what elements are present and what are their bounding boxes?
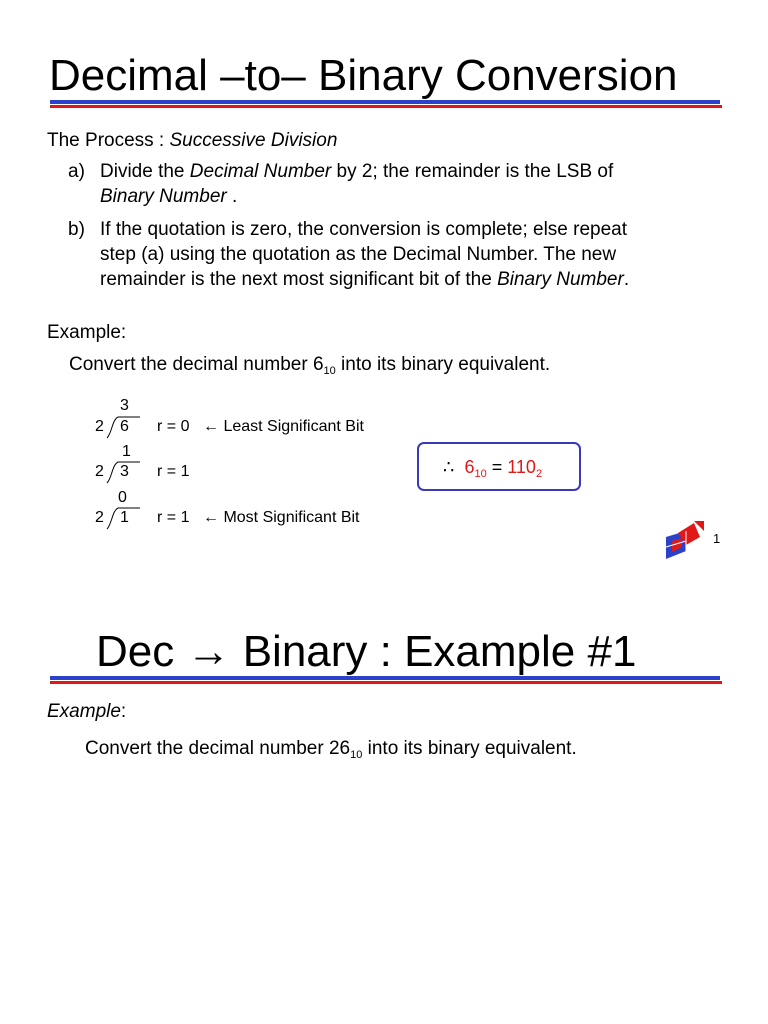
remainder-2: r = 1 <box>157 463 190 480</box>
step-b-line1: If the quotation is zero, the conversion is complete; else repeat <box>100 219 628 240</box>
divisor-2: 2 <box>95 463 104 480</box>
answer-text <box>443 455 542 480</box>
step-b-line2: step (a) using the quotation as the Decimal Number. The new <box>100 244 617 265</box>
process-label: The Process : <box>47 130 170 151</box>
step-b-end: . <box>623 269 630 290</box>
slide2-example-post: into its binary equivalent. <box>362 738 577 759</box>
dividend-1: 6 <box>120 418 129 435</box>
dividend-3: 1 <box>120 509 129 526</box>
lsb-note: ← Least Significant Bit <box>203 418 364 435</box>
example-subscript: 10 <box>323 365 336 377</box>
answer-decimal: 6 <box>464 457 475 477</box>
title-rule-red <box>50 105 722 108</box>
slide2-example-label <box>47 699 126 724</box>
slide2-example-colon: : <box>120 701 127 722</box>
step-b-line3 <box>100 267 629 292</box>
slide1-title: Decimal –to– Binary Conversion <box>49 51 678 100</box>
answer-binary: 110 <box>507 457 536 477</box>
answer-equals: = <box>486 457 508 477</box>
title2-rule-blue <box>50 676 720 680</box>
step-a-line2 <box>100 184 237 209</box>
title2-rule-red <box>50 681 722 684</box>
quotient-1: 3 <box>120 397 129 414</box>
step-b-text: remainder is the next most significant bit of the <box>100 269 498 290</box>
arrow-logo-icon <box>664 519 706 563</box>
step-a-text2: by 2; the remainder is the LSB of <box>331 161 614 182</box>
step-a-marker: a) <box>68 161 85 182</box>
slide2-example-pre: Convert the decimal number 26 <box>85 738 351 759</box>
slide2-example-word: Example <box>47 701 121 722</box>
process-line <box>47 128 337 153</box>
slide2-title: Dec → Binary : Example #1 <box>96 627 637 676</box>
step-a-text3: . <box>226 186 238 207</box>
example-label: Example: <box>47 322 127 343</box>
divisor-3: 2 <box>95 509 104 526</box>
answer-binary-base: 2 <box>535 468 543 480</box>
step-a-emph-binary: Binary Number <box>100 186 227 207</box>
slide2-example-subscript: 10 <box>350 749 363 761</box>
divisor-1: 2 <box>95 418 104 435</box>
slide2-example-text <box>85 736 577 761</box>
dividend-2: 3 <box>120 463 129 480</box>
example-text-post: into its binary equivalent. <box>335 354 551 375</box>
page-number: 1 <box>713 531 721 546</box>
answer-decimal-base: 10 <box>474 468 487 480</box>
step-b-emph-binary: Binary Number <box>497 269 624 290</box>
example-text <box>69 352 550 377</box>
step-a-text: Divide the <box>100 161 190 182</box>
quotient-3: 0 <box>118 489 127 506</box>
remainder-3: r = 1 <box>157 509 190 526</box>
remainder-1: r = 0 <box>157 418 190 435</box>
step-b-marker: b) <box>68 219 85 240</box>
step-a-line1 <box>100 159 613 184</box>
example-text-pre: Convert the decimal number 6 <box>69 354 324 375</box>
process-method: Successive Division <box>169 130 338 151</box>
title-rule-blue <box>50 100 720 104</box>
step-a-emph-decimal: Decimal Number <box>189 161 332 182</box>
msb-note: ← Most Significant Bit <box>203 509 360 526</box>
therefore-symbol: ∴ <box>443 457 455 477</box>
quotient-2: 1 <box>122 443 131 460</box>
